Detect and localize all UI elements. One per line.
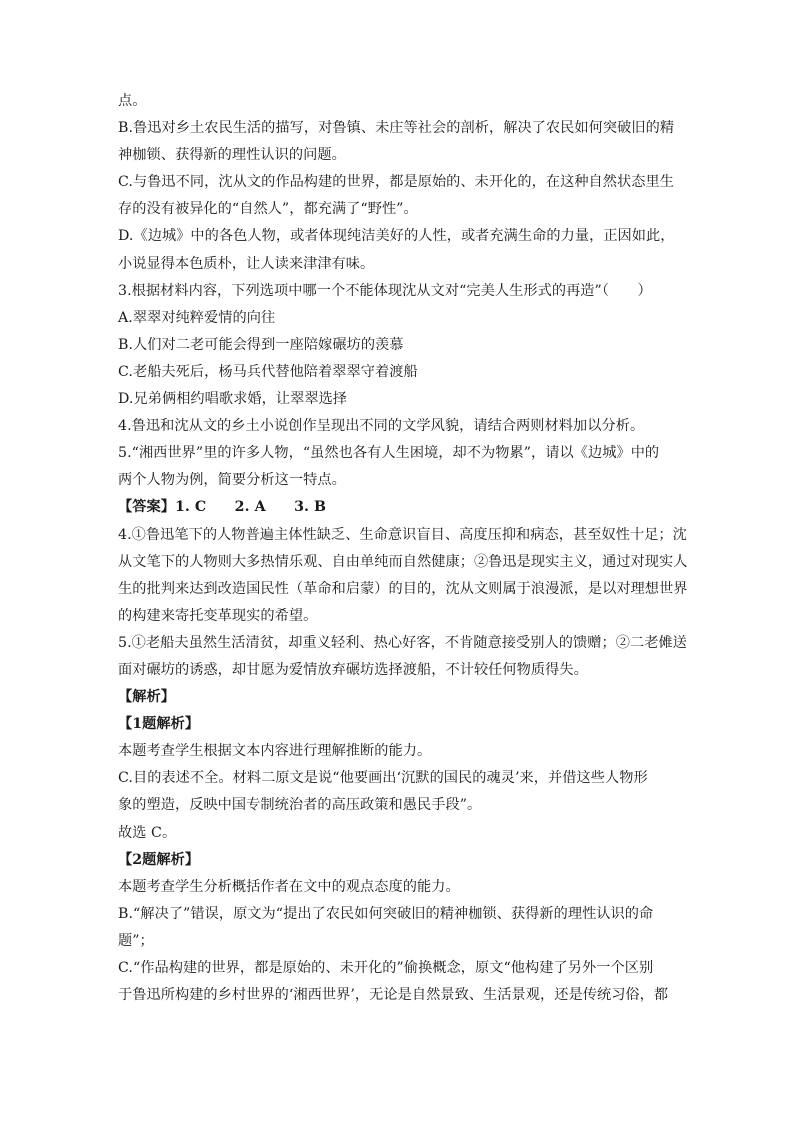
option-c: C.老船夫死后，杨马兵代替他陪着翠翠守着渡船: [118, 363, 418, 380]
option-d: D.兄弟俩相约唱歌求婚，让翠翠选择: [118, 391, 348, 408]
analysis-1-heading: 【1题解析】: [118, 716, 200, 733]
answer-heading: 【答案】1. C 2. A 3. B: [118, 499, 327, 516]
text-line: 点。: [118, 93, 147, 109]
text-line: 本题考查学生分析概括作者在文中的观点态度的能力。: [118, 878, 460, 895]
text-line: 存的没有被异化的“自然人”，都充满了“野性”。: [118, 201, 418, 218]
question-3: 3.根据材料内容，下列选项中哪一个不能体现沈从文对“完美人生形式的再造”（ ）: [118, 282, 652, 299]
text-line: 两个人物为例，简要分析这一特点。: [118, 472, 346, 489]
text-line: D.《边城》中的各色人物，或者体现纯洁美好的人性，或者充满生命的力量，正因如此，: [118, 228, 675, 245]
text-line: 题”；: [118, 932, 154, 949]
text-line: 于鲁迅所构建的乡村世界的‘湘西世界’，无论是自然景致、生活景观，还是传统习俗，都: [118, 987, 669, 1004]
text-line: 生的批判来达到改造国民性（革命和启蒙）的目的，沈从文则属于浪漫派，是以对理想世界: [118, 580, 688, 597]
text-line: 故选 C。: [118, 824, 177, 841]
question-5: 5.“湘西世界”里的许多人物，“虽然也各有人生困境，却不为物累”，请以《边城》中的: [118, 445, 660, 462]
text-line: C.“作品构建的世界，都是原始的、未开化的”偷换概念，原文“他构建了另外一个区别: [118, 960, 654, 976]
answer-5: 5.①老船夫虽然生活清贫，却重义轻利、热心好客，不肯随意接受别人的馈赠；②二老傩送: [118, 634, 687, 651]
analysis-2-heading: 【2题解析】: [118, 851, 200, 868]
text-line: 面对碾坊的诱惑，却甘愿为爱情放弃碾坊选择渡船，不计较任何物质得失。: [118, 661, 588, 678]
text-line: 象的塑造，反映中国专制统治者的高压政策和愚民手段”。: [118, 797, 482, 814]
text-line: 从文笔下的人物则大多热情乐观、自由单纯而自然健康；②鲁迅是现实主义，通过对现实人: [118, 553, 688, 570]
option-b: B.人们对二老可能会得到一座陪嫁碾坊的羡慕: [118, 336, 404, 353]
text-line: 小说显得本色质朴，让人读来津津有味。: [118, 255, 375, 272]
question-4: 4.鲁迅和沈从文的乡土小说创作呈现出不同的文学风貌，请结合两则材料加以分析。: [118, 418, 645, 435]
option-a: A.翠翠对纯粹爱情的向往: [118, 309, 276, 326]
text-line: 的构建来寄托变革现实的希望。: [118, 607, 318, 624]
text-line: C.目的表述不全。材料二原文是说“他要画出‘沉默的国民的魂灵’来，并借这些人物形: [118, 770, 648, 787]
text-line: C.与鲁迅不同，沈从文的作品构建的世界，都是原始的、未开化的，在这种自然状态里生: [118, 174, 674, 191]
analysis-heading: 【解析】: [118, 689, 175, 706]
document-page: [118, 88, 688, 1009]
answer-4: 4.①鲁迅笔下的人物普遍主体性缺乏、生命意识盲目、高度压抑和病态，甚至奴性十足；沈: [118, 526, 687, 543]
text-line: 神枷锁、获得新的理性认识的问题。: [118, 147, 346, 164]
text-line: 本题考查学生根据文本内容进行理解推断的能力。: [118, 743, 432, 760]
text-line: B.鲁迅对乡土农民生活的描写，对鲁镇、未庄等社会的剖析，解决了农民如何突破旧的精: [118, 120, 675, 137]
text-line: B.“解决了”错误，原文为“提出了农民如何突破旧的精神枷锁、获得新的理性认识的命: [118, 905, 654, 922]
